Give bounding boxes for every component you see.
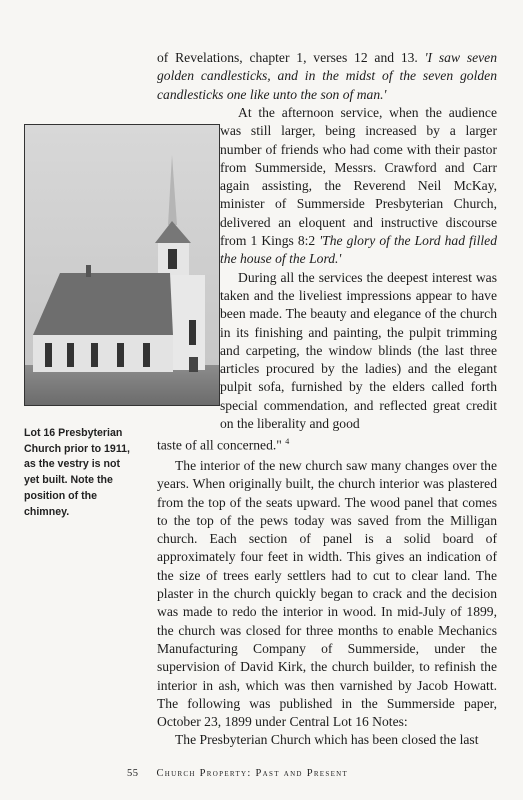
afternoon-quote: 'The glory of the Lord had filled the house of the Lord.' xyxy=(220,233,497,267)
page-footer xyxy=(127,768,427,779)
page-number: 55 xyxy=(127,768,139,779)
footnote-marker: 4 xyxy=(285,437,290,447)
running-title: Church Property: Past and Present xyxy=(156,768,349,779)
interior-paragraph: The interior of the new church saw many changes over the years. When originally built, the church interior was plastered from the top of the seats upward. The wood panel that comes to the top of the pews today was saved from the Milligan church. Each section of panel is a solid board of approximately four feet in width. This gives an indication of the size of trees early settlers had to cut to clear land. The plaster in the church quickly began to crack and the decision was made to redo the interior in wood. In mid-July of 1899, the church was closed for three months to enable Mechanics Manufacturing Company of Summerside, under the supervision of David Kirk, the church builder, to refinish the interior in ash, which was then varnished by Jacob Howatt. The following was published in the Summerside paper, October 23, 1899 under Central Lot 16 Notes: xyxy=(157,458,497,730)
services-paragraph-end xyxy=(157,433,497,455)
services-paragraph: During all the services the deepest interest was taken and the liveliest impressions appear to have been made. The beauty and elegance of the church in its finishing and painting, the pulpit trimming and carpeting, the window blinds (the last three articles procured by the ladies) and the elegant pulpit sofa, furnished by the elders called forth special commendation, and reflected great credit on the liberality and good xyxy=(220,269,497,432)
top-quote: 'I saw seven golden candlesticks, and in the midst of the seven golden candlesticks one like unto the son of man.' xyxy=(157,50,498,102)
afternoon-paragraph xyxy=(220,104,497,269)
lower-text-block xyxy=(157,457,497,750)
photo-caption: Lot 16 Presbyterian Church prior to 1911, as the vestry is not yet built. Note the position of the chimney. xyxy=(24,427,130,518)
closing-paragraph: The Presbyterian Church which has been closed the last xyxy=(175,732,479,748)
top-text: of Revelations, chapter 1, verses 12 and 13. xyxy=(157,50,425,65)
afternoon-paragraph-block xyxy=(157,104,497,455)
afternoon-text: At the afternoon service, when the audience was still larger, being increased by a larger number of friends who had come with their pastor from Summerside, Messrs. Crawford and Carr again assisting, the Reverend Neil McKay, minister of Summerside Presbyterian Church, delivered an eloquent and instructive discourse from 1 Kings 8:2 xyxy=(220,105,497,249)
top-paragraph xyxy=(157,49,497,104)
services-end-text: taste of all concerned." xyxy=(157,437,282,453)
